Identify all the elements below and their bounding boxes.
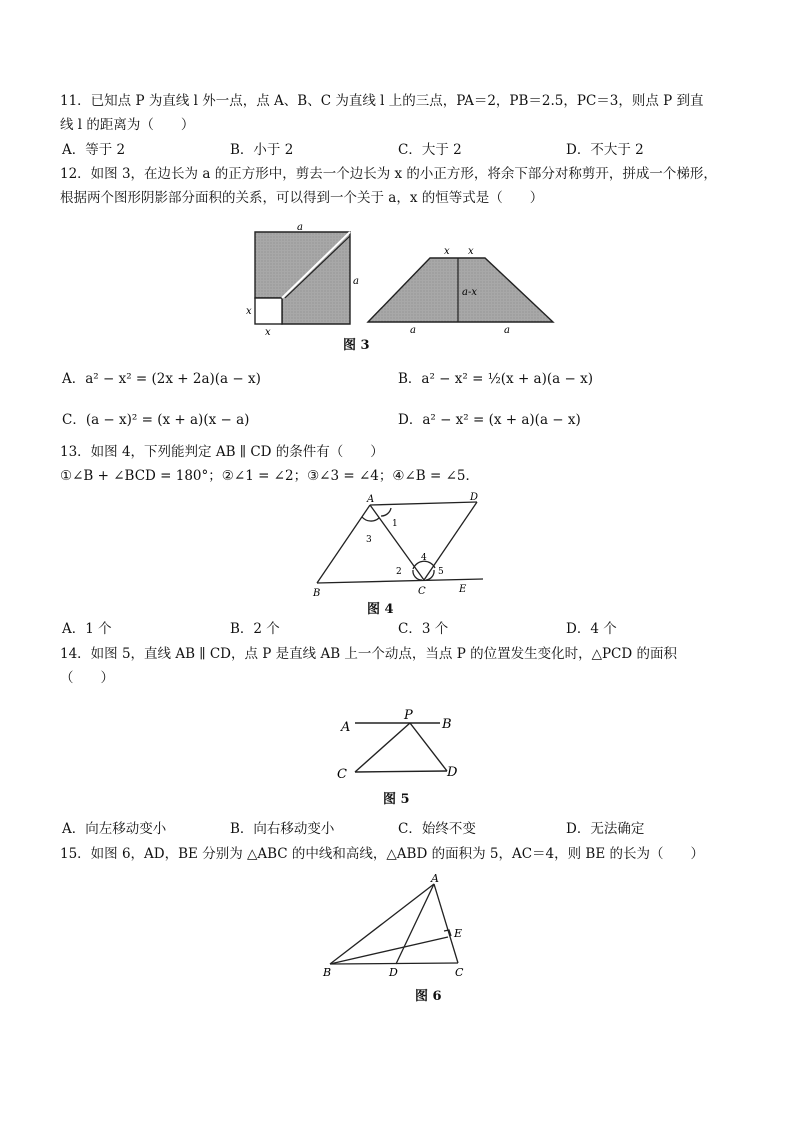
q11-stem-line2: 线 l 的距离为（ ） — [60, 117, 195, 133]
q14-option-a: A．向左移动变小 — [62, 821, 167, 837]
q12-stem-line1: 12．如图 3，在边长为 a 的正方形中，剪去一个边长为 x 的小正方形，将余下部分对称剪开，拼成一个梯形， — [60, 166, 717, 182]
q13-option-b: B．2 个 — [230, 621, 280, 637]
fig4-label-D: D — [470, 492, 479, 503]
fig3-label-x2: x — [468, 246, 474, 257]
fig3-label-x-left: x — [246, 306, 252, 317]
fig4-angle-1: 1 — [392, 519, 398, 529]
q11-option-b: B．小于 2 — [230, 142, 294, 158]
fig5-label-A: A — [341, 720, 351, 735]
fig3-label-a-minus-x: a-x — [462, 287, 477, 298]
figure-3-caption: 图 3 — [343, 338, 370, 353]
q14-option-c: C．始终不变 — [398, 821, 476, 837]
q14-option-d: D．无法确定 — [566, 821, 645, 837]
fig6-label-C: C — [455, 966, 464, 979]
q11-stem-line1: 11．已知点 P 为直线 l 外一点，点 A、B、C 为直线 l 上的三点，PA＝2，PB＝2.5，PC＝3，则点 P 到直 — [60, 93, 704, 109]
q13-stem-line1: 13．如图 4，下列能判定 AB ∥ CD 的条件有（ ） — [60, 444, 384, 460]
fig3-label-x-bottom: x — [265, 327, 271, 338]
figure-4-caption: 图 4 — [367, 602, 394, 617]
trapezoid-figure — [368, 258, 553, 322]
q12-option-a: A．a² − x² = (2x + 2a)(a − x) — [62, 371, 261, 387]
fig6-label-B: B — [323, 966, 332, 979]
q12-option-c: C．(a − x)² = (x + a)(x − a) — [62, 412, 250, 428]
fig4-label-A: A — [367, 494, 375, 505]
fig3-label-x1: x — [444, 246, 450, 257]
q11-option-a: A．等于 2 — [62, 142, 126, 158]
q14-option-b: B．向右移动变小 — [230, 821, 335, 837]
q12-option-b: B．a² − x² = ½(x + a)(a − x) — [398, 371, 593, 387]
fig4-label-B: B — [313, 588, 321, 599]
fig6-label-E: E — [454, 927, 463, 940]
figure-6-caption: 图 6 — [415, 989, 442, 1004]
figure-6 — [318, 872, 478, 982]
figure-5-caption: 图 5 — [383, 792, 410, 807]
fig5-label-B: B — [442, 717, 452, 732]
fig3-label-a-right: a — [353, 276, 359, 287]
figure-5 — [335, 705, 475, 785]
fig4-angle-4: 4 — [421, 553, 427, 563]
fig3-label-a-top: a — [297, 222, 303, 233]
fig4-angle-5: 5 — [438, 567, 444, 577]
figure-4 — [305, 490, 490, 615]
fig4-label-E: E — [459, 584, 467, 595]
q13-stem-line2: ①∠B + ∠BCD = 180°；②∠1 = ∠2；③∠3 = ∠4；④∠B = ∠5． — [60, 468, 480, 484]
fig6-label-D: D — [389, 966, 398, 979]
q15-stem-line1: 15．如图 6，AD，BE 分别为 △ABC 的中线和高线，△ABD 的面积为 5，AC＝4，则 BE 的长为（ ） — [60, 846, 704, 862]
q14-stem-line1: 14．如图 5，直线 AB ∥ CD，点 P 是直线 AB 上一个动点，当点 P 的位置发生变化时，△PCD 的面积 — [60, 646, 677, 662]
fig5-label-P: P — [404, 708, 413, 723]
q12-option-d: D．a² − x² = (x + a)(a − x) — [398, 412, 581, 428]
q11-option-c: C．大于 2 — [398, 142, 462, 158]
fig5-label-D: D — [447, 765, 458, 780]
fig5-label-C: C — [337, 767, 347, 782]
fig4-angle-2: 2 — [396, 567, 402, 577]
fig4-angle-3: 3 — [366, 535, 372, 545]
square-figure — [255, 232, 350, 324]
fig3-label-a-bottom1: a — [410, 325, 416, 336]
q12-stem-line2: 根据两个图形阴影部分面积的关系，可以得到一个关于 a，x 的恒等式是（ ） — [60, 190, 544, 206]
q14-stem-line2: （ ） — [60, 670, 114, 686]
q13-option-d: D．4 个 — [566, 621, 617, 637]
fig4-label-C: C — [418, 586, 426, 597]
q13-option-c: C．3 个 — [398, 621, 449, 637]
q11-option-d: D．不大于 2 — [566, 142, 644, 158]
figure-3 — [240, 218, 565, 353]
q13-option-a: A．1 个 — [62, 621, 112, 637]
fig3-label-a-bottom2: a — [504, 325, 510, 336]
fig6-label-A: A — [431, 872, 439, 885]
